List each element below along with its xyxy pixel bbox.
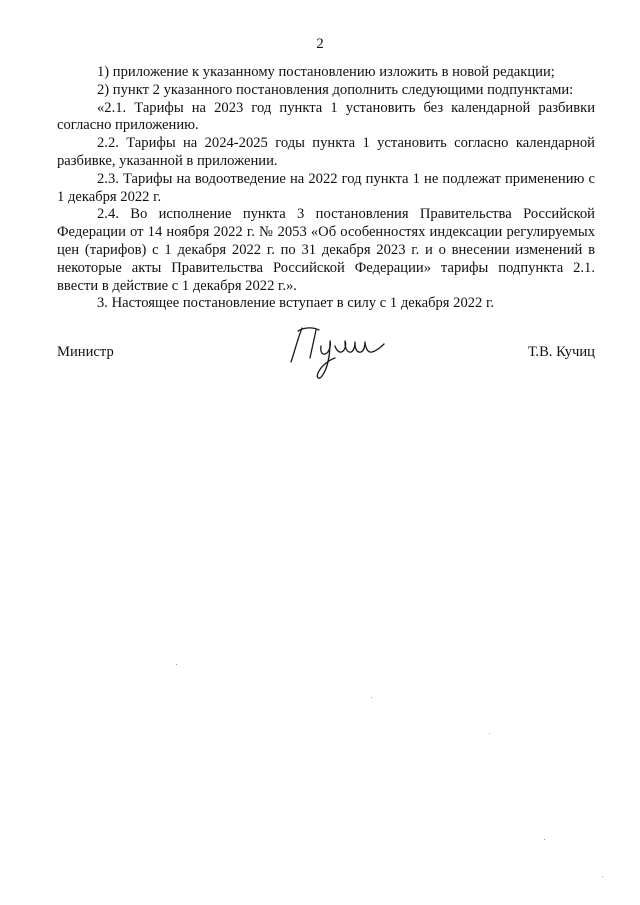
paragraph-1: 1) приложение к указанному постановлению изложить в новой редакции; xyxy=(97,64,555,80)
page-number: 2 xyxy=(316,36,324,52)
paragraph-2-4: 2.4. Во исполнение пункта 3 постановления Правительства Российской Федерации от 14 ноября 2022 г. № 2053 «Об особенностях индексации регулируемых цен (тарифов) с 1 декабря 2022 г. по 31 декабря 2023 г. и о внесении изменений в некоторые акты Правительства Российской Федерации» тарифы подпункта 2.1. ввести в действие с 1 декабря 2022 г.». xyxy=(57,206,595,294)
paragraph-2-3: 2.3. Тарифы на водоотведение на 2022 год пункта 1 не подлежат применению с 1 декабря 2022 г. xyxy=(57,170,595,205)
scan-speck xyxy=(176,664,177,665)
signature-block xyxy=(57,322,595,392)
scan-speck xyxy=(602,876,603,877)
scan-speck xyxy=(371,697,372,698)
paragraph-3: 3. Настоящее постановление вступает в силу с 1 декабря 2022 г. xyxy=(97,295,494,312)
paragraph-2: 2) пункт 2 указанного постановления дополнить следующими подпунктами: xyxy=(97,81,574,98)
scan-speck xyxy=(489,733,490,734)
paragraph-2-2: 2.2. Тарифы на 2024-2025 годы пункта 1 установить согласно календарной разбивке, указанной в приложении. xyxy=(57,135,595,169)
signer-name: Т.В. Кучиц xyxy=(527,344,595,360)
scan-speck xyxy=(544,839,545,840)
handwritten-signature xyxy=(285,322,397,386)
signer-position: Министр xyxy=(57,344,114,360)
paragraph-2-1: «2.1. Тарифы на 2023 год пункта 1 установить без календарной разбивки согласно приложению. xyxy=(57,99,595,134)
document-body xyxy=(57,64,595,313)
